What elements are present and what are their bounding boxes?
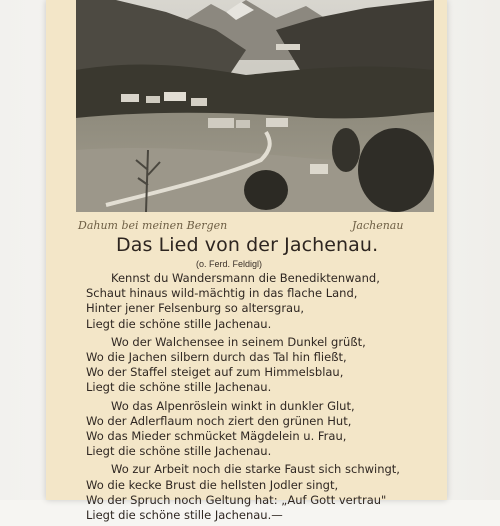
verse-line: Schaut hinaus wild-mächtig in das flache Land, xyxy=(86,286,358,301)
verse-line: Liegt die schöne stille Jachenau. xyxy=(86,444,272,459)
author-credit: (o. Ferd. Feldigl) xyxy=(196,259,263,269)
verse-line: Liegt die schöne stille Jachenau.— xyxy=(86,508,283,523)
stanza xyxy=(86,335,441,396)
stanza xyxy=(86,462,441,523)
landscape-photo xyxy=(76,0,434,212)
handwritten-caption-right: Jachenau xyxy=(352,219,404,232)
stanza xyxy=(86,271,441,332)
song-verses xyxy=(86,271,441,526)
verse-line: Wo zur Arbeit noch die starke Faust sich schwingt, xyxy=(111,462,400,477)
song-title: Das Lied von der Jachenau. xyxy=(116,234,379,256)
verse-line: Wo das Mieder schmücket Mägdelein u. Frau, xyxy=(86,429,347,444)
verse-line: Wo die Jachen silbern durch das Tal hin fließt, xyxy=(86,350,347,365)
handwritten-caption-left: Dahum bei meinen Bergen xyxy=(78,219,228,232)
verse-line: Hinter jener Felsenburg so altersgrau, xyxy=(86,301,305,316)
verse-line: Kennst du Wandersmann die Benediktenwand, xyxy=(111,271,380,285)
verse-line: Liegt die schöne stille Jachenau. xyxy=(86,380,272,395)
verse-line: Wo der Walchensee in seinem Dunkel grüßt, xyxy=(111,334,366,349)
verse-line: Wo der Spruch noch Geltung hat: „Auf Gott vertrau" xyxy=(86,492,387,507)
verse-line: Wo der Adlerflaum noch ziert den grünen Hut, xyxy=(86,413,352,428)
postcard xyxy=(46,0,447,523)
verse-line: Wo das Alpenröslein winkt in dunkler Glut, xyxy=(111,398,355,413)
stanza xyxy=(86,399,441,460)
verse-line: Liegt die schöne stille Jachenau. xyxy=(86,316,272,331)
verse-line: Wo die kecke Brust die hellsten Jodler singt, xyxy=(86,477,339,492)
verse-line: Wo der Staffel steiget auf zum Himmelsblau, xyxy=(86,365,344,380)
